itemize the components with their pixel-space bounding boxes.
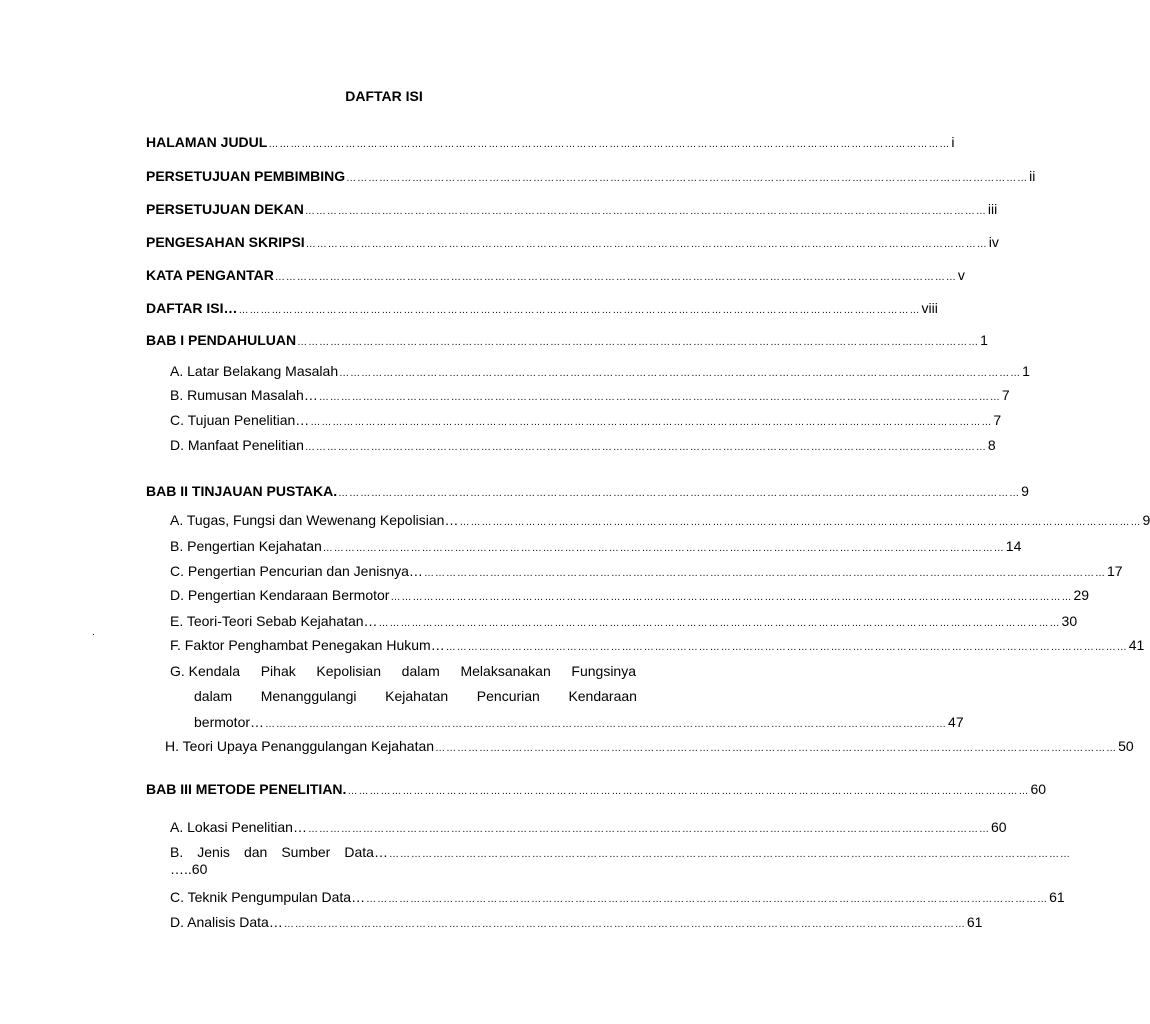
toc-chapter-page: 9 <box>1021 483 1029 499</box>
toc-chapter-page: 60 <box>1030 781 1047 797</box>
dot-leader: …………………………………………………………………………………………………………………………………………………………………… <box>283 919 966 930</box>
toc-entry-label: PENGESAHAN SKRIPSI <box>146 234 305 250</box>
toc-entry-page: iv <box>988 234 999 250</box>
toc-subentry-label: A. Lokasi Penelitian… <box>170 819 307 835</box>
dot-leader: …………………………………………………………………………………………………………………………………………………………………… <box>238 305 921 316</box>
toc-subentry-page: 14 <box>1005 538 1022 554</box>
word: Data… <box>344 844 388 860</box>
toc-subentry-label: C. Tujuan Penelitian… <box>170 412 310 428</box>
toc-subentry-g-line-1 <box>170 662 636 680</box>
toc-entry-page: v <box>957 267 965 283</box>
toc-subentry <box>170 511 1150 532</box>
toc-subentry-label: C. Pengertian Pencurian dan Jenisnya… <box>170 563 423 579</box>
toc-subentry-page: 47 <box>948 714 964 730</box>
toc-subentry <box>170 612 1078 633</box>
toc-subentry <box>170 411 1002 432</box>
toc-subentry <box>170 888 1065 909</box>
toc-subentry <box>165 737 1134 758</box>
dot-leader: …………………………………………………………………………………………………………………………………………………………………… <box>339 368 1022 379</box>
toc-subentry-label <box>170 843 388 861</box>
toc-subentry-g-line-2 <box>194 687 637 705</box>
toc-entry-kata-pengantar <box>146 266 965 287</box>
toc-subentry-page: 17 <box>1106 563 1123 579</box>
word: Kendaraan <box>568 688 637 704</box>
word: Jenis <box>197 844 230 860</box>
toc-subentry-label: E. Teori-Teori Sebab Kejahatan… <box>170 613 378 629</box>
toc-subentry <box>170 586 1090 607</box>
word: dan <box>243 844 268 860</box>
toc-subentry-b-line-1 <box>170 843 1071 864</box>
toc-subentry-label: F. Faktor Penghambat Penegakan Hukum… <box>170 637 445 653</box>
toc-chapter-bab-2 <box>146 482 1029 503</box>
dot-leader: …………………………………………………………………………………………………………………………………………………………………… <box>297 337 980 348</box>
word: dalam <box>194 688 233 704</box>
toc-subentry-page: 8 <box>987 437 996 453</box>
toc-entry-daftar-isi <box>146 299 938 320</box>
toc-entry-page: viii <box>921 300 938 316</box>
stray-mark: . <box>92 627 95 638</box>
word: Pencurian <box>476 688 540 704</box>
dot-leader: …………………………………………………………………………………………………………………………………………………………………… <box>435 743 1118 754</box>
toc-chapter-bab-3 <box>146 780 1047 801</box>
dot-leader: …………………………………………………………………………………………………………………………………………………………………… <box>307 824 990 835</box>
page-title: DAFTAR ISI <box>345 88 423 104</box>
dot-leader: …………………………………………………………………………………………………………………………………………………………………… <box>310 417 993 428</box>
toc-chapter-page: 1 <box>980 332 988 348</box>
word: G. Kendala <box>170 663 241 679</box>
toc-subentry-label: A. Latar Belakang Masalah <box>170 363 339 379</box>
dot-leader: …………………………………………………………………………………………………………………………………………………………………… <box>445 642 1128 653</box>
toc-entry-label: DAFTAR ISI… <box>146 300 238 316</box>
toc-entry-page: ii <box>1029 168 1036 184</box>
dot-leader: …………………………………………………………………………………………………………………………………………………………………… <box>274 272 957 283</box>
word: Fungsinya <box>571 663 636 679</box>
word: Menanggulangi <box>260 688 357 704</box>
toc-chapter-label: BAB I PENDAHULUAN <box>146 332 297 348</box>
dot-leader: …………………………………………………………………………………………………………………………………………………………………… <box>305 239 988 250</box>
toc-entry-label: HALAMAN JUDUL <box>146 134 268 150</box>
toc-subentry-label: B. Rumusan Masalah… <box>170 387 318 403</box>
toc-subentry-label: H. Teori Upaya Penanggulangan Kejahatan <box>165 738 435 754</box>
toc-subentry-page: 30 <box>1061 613 1078 629</box>
toc-subentry-page: 1 <box>1022 363 1030 379</box>
dot-leader: …………………………………………………………………………………………………………………………………………………………………… <box>304 206 987 217</box>
toc-subentry-label: bermotor… <box>194 714 265 730</box>
toc-entry-label: KATA PENGANTAR <box>146 267 274 283</box>
toc-subentry <box>170 562 1123 583</box>
word: Kepolisian <box>316 663 382 679</box>
toc-entry-label: PERSETUJUAN PEMBIMBING <box>146 168 346 184</box>
toc-subentry <box>170 537 1022 558</box>
toc-subentry-page: 41 <box>1128 637 1145 653</box>
word: Sumber <box>281 844 331 860</box>
toc-subentry-label: D. Analisis Data… <box>170 914 283 930</box>
toc-subentry-page: 50 <box>1118 738 1134 754</box>
word: B. <box>170 844 184 860</box>
toc-entry-page: iii <box>987 201 998 217</box>
toc-subentry-page: 60 <box>990 819 1007 835</box>
toc-subentry-label: B. Pengertian Kejahatan <box>170 538 322 554</box>
word: dalam <box>401 663 440 679</box>
toc-entry-pengesahan-skripsi <box>146 233 999 254</box>
dot-leader: …………………………………………………………………………………………………………………………………………………………………… <box>390 592 1073 603</box>
word: Melaksanakan <box>460 663 551 679</box>
toc-subentry-page: 7 <box>993 412 1002 428</box>
toc-subentry <box>170 818 1007 839</box>
dot-leader: …………………………………………………………………………………………………………………………………………………………………… <box>378 618 1061 629</box>
dot-leader: …………………………………………………………………………………………………………………………………………………………………… <box>268 139 951 150</box>
toc-subentry-label: A. Tugas, Fungsi dan Wewenang Kepolisian… <box>170 512 459 528</box>
toc-subentry <box>170 362 1030 383</box>
toc-subentry-page: 61 <box>1049 889 1065 905</box>
word: Kejahatan <box>385 688 449 704</box>
dot-leader: …………………………………………………………………………………………………………………………………………………………………… <box>338 488 1021 499</box>
toc-entry-halaman-judul <box>146 133 955 154</box>
dot-leader: …………………………………………………………………………………………………………………………………………………………………… <box>423 568 1106 579</box>
toc-subentry <box>170 636 1145 657</box>
toc-subentry-page: 7 <box>1001 387 1010 403</box>
toc-chapter-bab-1 <box>146 331 988 352</box>
toc-entry-persetujuan-pembimbing <box>146 167 1036 188</box>
toc-entry-label: PERSETUJUAN DEKAN <box>146 201 304 217</box>
toc-entry-persetujuan-dekan <box>146 200 998 221</box>
toc-subentry-label: C. Teknik Pengumpulan Data… <box>170 889 366 905</box>
dot-leader: …………………………………………………………………………………………………………………………………………………………………… <box>346 173 1029 184</box>
dot-leader: …………………………………………………………………………………………………………………………………………………………………… <box>322 543 1005 554</box>
dot-leader: …………………………………………………………………………………………………………………………………………………………………… <box>389 849 1071 860</box>
toc-subentry-page: 9 <box>1142 512 1150 528</box>
toc-subentry-b-line-2: …..60 <box>170 861 208 877</box>
dot-leader: …………………………………………………………………………………………………………………………………………………………………… <box>347 786 1030 797</box>
toc-subentry-g-line-3 <box>194 713 964 734</box>
toc-chapter-label: BAB III METODE PENELITIAN. <box>146 781 347 797</box>
toc-chapter-label: BAB II TINJAUAN PUSTAKA. <box>146 483 338 499</box>
word: Pihak <box>260 663 296 679</box>
dot-leader: …………………………………………………………………………………………………………………………………………………………………… <box>265 719 948 730</box>
toc-subentry-label: D. Pengertian Kendaraan Bermotor <box>170 587 390 603</box>
toc-subentry-page: 61 <box>966 914 983 930</box>
toc-subentry <box>170 436 996 457</box>
dot-leader: …………………………………………………………………………………………………………………………………………………………………… <box>304 442 987 453</box>
toc-subentry <box>170 913 983 934</box>
dot-leader: …………………………………………………………………………………………………………………………………………………………………… <box>366 894 1049 905</box>
toc-entry-page: i <box>951 134 955 150</box>
toc-subentry <box>170 386 1010 407</box>
dot-leader: …………………………………………………………………………………………………………………………………………………………………… <box>459 517 1142 528</box>
toc-subentry-page: 29 <box>1073 587 1090 603</box>
dot-leader: …………………………………………………………………………………………………………………………………………………………………… <box>318 392 1001 403</box>
toc-subentry-label: D. Manfaat Penelitian <box>170 437 304 453</box>
